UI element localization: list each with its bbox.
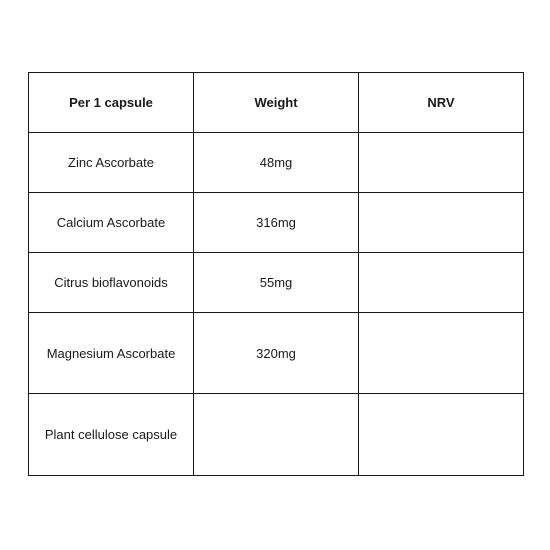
weight-cell	[194, 394, 359, 476]
table-row	[29, 253, 524, 313]
header-nrv: NRV	[359, 73, 524, 133]
ingredient-cell: Zinc Ascorbate	[29, 133, 194, 193]
nrv-cell	[359, 253, 524, 313]
ingredient-cell: Magnesium Ascorbate	[29, 313, 194, 394]
table-header-row	[29, 73, 524, 133]
weight-cell: 320mg	[194, 313, 359, 394]
weight-cell: 316mg	[194, 193, 359, 253]
weight-cell: 48mg	[194, 133, 359, 193]
nrv-cell	[359, 313, 524, 394]
ingredient-cell: Plant cellulose capsule	[29, 394, 194, 476]
table-row	[29, 193, 524, 253]
nutrition-table-container	[28, 72, 523, 476]
nrv-cell	[359, 133, 524, 193]
table-row	[29, 133, 524, 193]
header-per-capsule: Per 1 capsule	[29, 73, 194, 133]
table-row	[29, 313, 524, 394]
ingredient-cell: Calcium Ascorbate	[29, 193, 194, 253]
header-weight: Weight	[194, 73, 359, 133]
nrv-cell	[359, 193, 524, 253]
table-row	[29, 394, 524, 476]
weight-cell: 55mg	[194, 253, 359, 313]
nrv-cell	[359, 394, 524, 476]
nutrition-table	[28, 72, 524, 476]
ingredient-cell: Citrus bioflavonoids	[29, 253, 194, 313]
